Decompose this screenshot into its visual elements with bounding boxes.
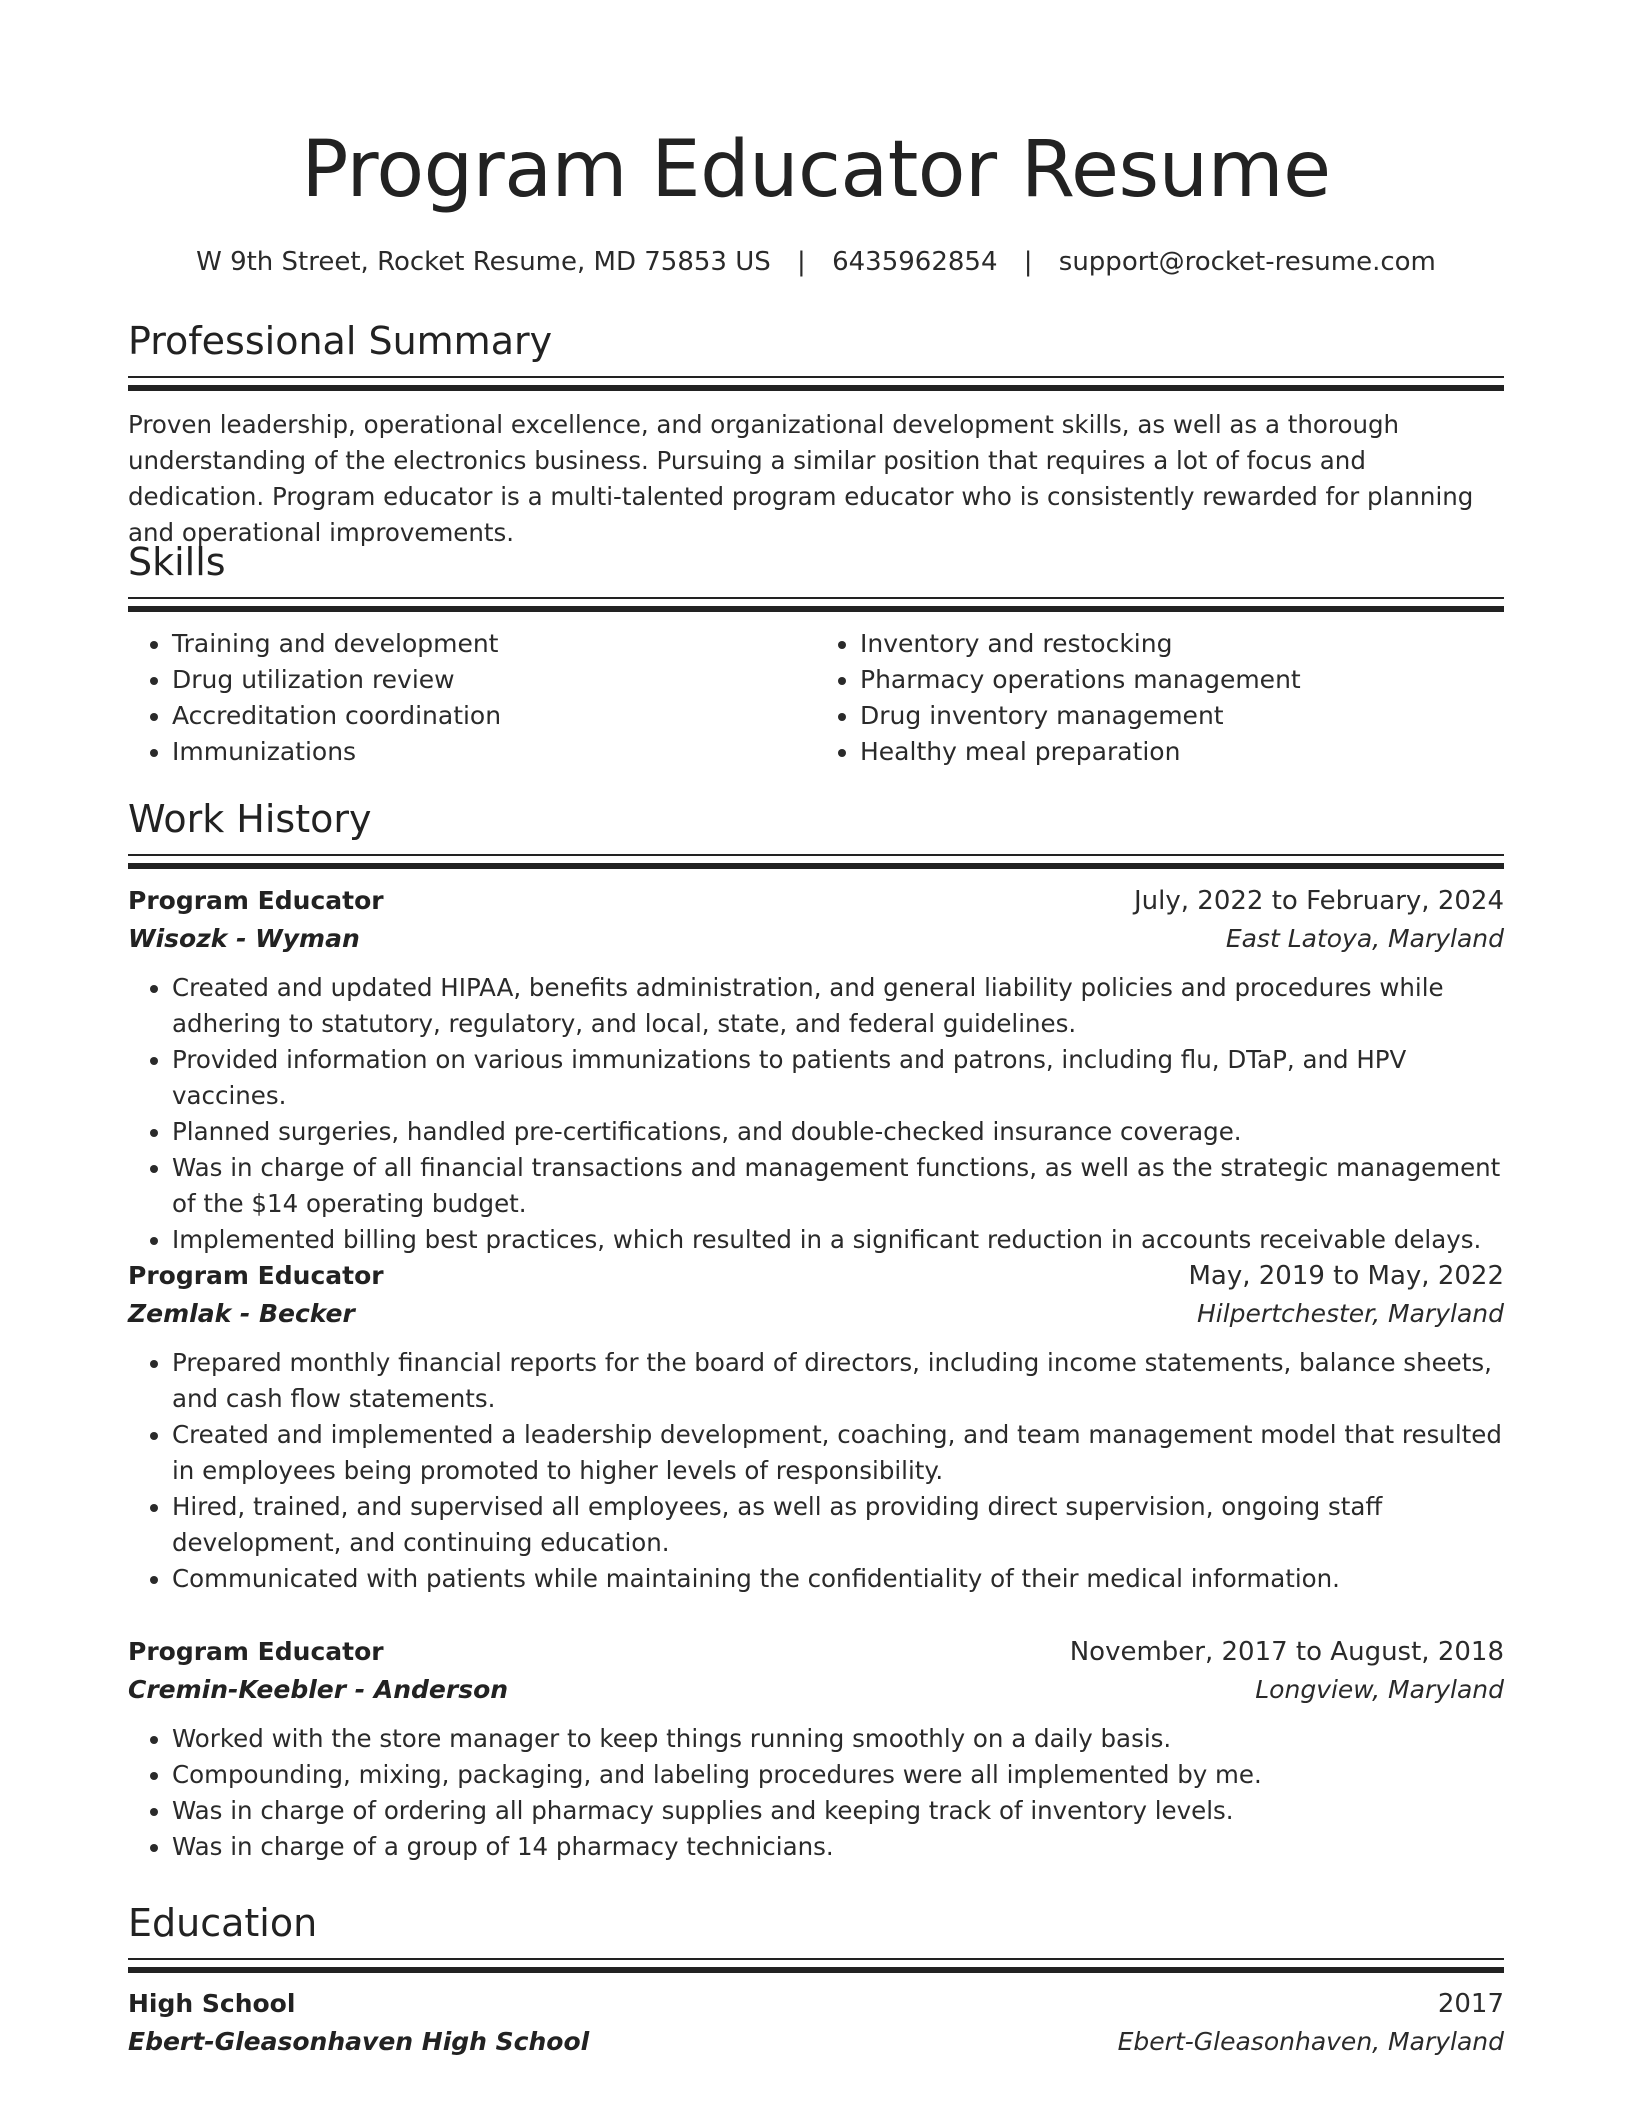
job-title: Program Educator	[128, 886, 384, 915]
job-entry	[128, 1257, 1504, 1597]
job-location: Longview, Maryland	[1255, 1675, 1504, 1704]
contact-line	[128, 244, 1504, 280]
page-title: Program Educator Resume	[301, 125, 1331, 215]
skill-item: • Immunizations	[172, 734, 816, 770]
section-divider	[128, 854, 1504, 869]
job-location: East Latoya, Maryland	[1225, 924, 1504, 953]
contact-address: W 9th Street, Rocket Resume, MD 75853 US	[196, 247, 771, 277]
job-title: Program Educator	[128, 1637, 384, 1666]
contact-separator: |	[797, 247, 806, 277]
list-item: • Was in charge of a group of 14 pharmacy technicians.	[172, 1829, 1504, 1865]
list-item: • Worked with the store manager to keep things running smoothly on a daily basis.	[172, 1721, 1504, 1757]
contact-email: support@rocket-resume.com	[1058, 247, 1436, 277]
job-entry	[128, 1633, 1504, 1865]
list-item: • Was in charge of ordering all pharmacy supplies and keeping track of inventory levels.	[172, 1793, 1504, 1829]
skills-heading: Skills	[128, 540, 226, 584]
education-year: 2017	[1437, 1989, 1504, 2019]
section-divider	[128, 1958, 1504, 1973]
skill-item: • Drug inventory management	[860, 698, 1504, 734]
education-school: Ebert-Gleasonhaven High School	[128, 2027, 590, 2056]
list-item: • Compounding, mixing, packaging, and labeling procedures were all implemented by me.	[172, 1757, 1504, 1793]
job-bullets	[128, 970, 1504, 1258]
job-bullets	[128, 1721, 1504, 1865]
list-item: • Was in charge of all financial transactions and management functions, as well as the strategic management of the $14 operating budget.	[172, 1150, 1504, 1222]
skill-item: • Training and development	[172, 626, 816, 662]
contact-separator: |	[1023, 247, 1033, 277]
work-history-heading: Work History	[128, 797, 372, 841]
skills-list	[128, 626, 1504, 770]
list-item: • Created and updated HIPAA, benefits administration, and general liability policies and procedures while adhering to statutory, regulatory, and local, state, and federal guidelines.	[172, 970, 1504, 1042]
list-item: • Provided information on various immunizations to patients and patrons, including flu, DTaP, and HPV vaccines.	[172, 1042, 1504, 1114]
job-bullets	[128, 1345, 1504, 1597]
job-dates: May, 2019 to May, 2022	[1188, 1261, 1504, 1291]
skills-section	[128, 539, 1504, 770]
skills-column-left	[128, 626, 816, 770]
job-title: Program Educator	[128, 1261, 384, 1290]
list-item: • Hired, trained, and supervised all employees, as well as providing direct supervision, ongoing staff development, and continuing education.	[172, 1489, 1504, 1561]
education-heading: Education	[128, 1901, 318, 1945]
job-location: Hilpertchester, Maryland	[1196, 1299, 1504, 1328]
job-entry	[128, 882, 1504, 1258]
skill-item: • Healthy meal preparation	[860, 734, 1504, 770]
skill-item: • Inventory and restocking	[860, 626, 1504, 662]
summary-text: Proven leadership, operational excellence, and organizational development skills, as well as a thorough understanding of the electronics business. Pursuing a similar position that requires a lot of focus and dedication. Program educator is a multi-talented program educator who is consistently rewarded for planning and operational improvements.	[128, 410, 1474, 547]
list-item: • Prepared monthly financial reports for the board of directors, including income statements, balance sheets, and cash flow statements.	[172, 1345, 1504, 1417]
job-company: Cremin-Keebler - Anderson	[128, 1675, 509, 1704]
job-company: Wisozk - Wyman	[128, 924, 360, 953]
job-dates: November, 2017 to August, 2018	[1069, 1637, 1504, 1667]
education-location: Ebert-Gleasonhaven, Maryland	[1117, 2027, 1504, 2056]
summary-section	[128, 318, 1504, 551]
education-section	[128, 1900, 1504, 1973]
section-divider	[128, 597, 1504, 612]
section-divider	[128, 376, 1504, 391]
education-entry	[128, 1985, 1504, 2061]
list-item: • Communicated with patients while maintaining the confidentiality of their medical information.	[172, 1561, 1504, 1597]
education-degree: High School	[128, 1989, 296, 2018]
skill-item: • Pharmacy operations management	[860, 662, 1504, 698]
job-dates: July, 2022 to February, 2024	[1134, 886, 1504, 916]
work-history-section	[128, 796, 1504, 869]
list-item: • Implemented billing best practices, which resulted in a significant reduction in accounts receivable delays.	[172, 1222, 1504, 1258]
job-company: Zemlak - Becker	[128, 1299, 355, 1328]
skill-item: • Accreditation coordination	[172, 698, 816, 734]
skills-column-right	[816, 626, 1504, 770]
list-item: • Created and implemented a leadership development, coaching, and team management model that resulted in employees being promoted to higher levels of responsibility.	[172, 1417, 1504, 1489]
skill-item: • Drug utilization review	[172, 662, 816, 698]
contact-phone: 6435962854	[832, 247, 998, 277]
summary-heading: Professional Summary	[128, 319, 553, 363]
list-item: • Planned surgeries, handled pre-certifications, and double-checked insurance coverage.	[172, 1114, 1504, 1150]
